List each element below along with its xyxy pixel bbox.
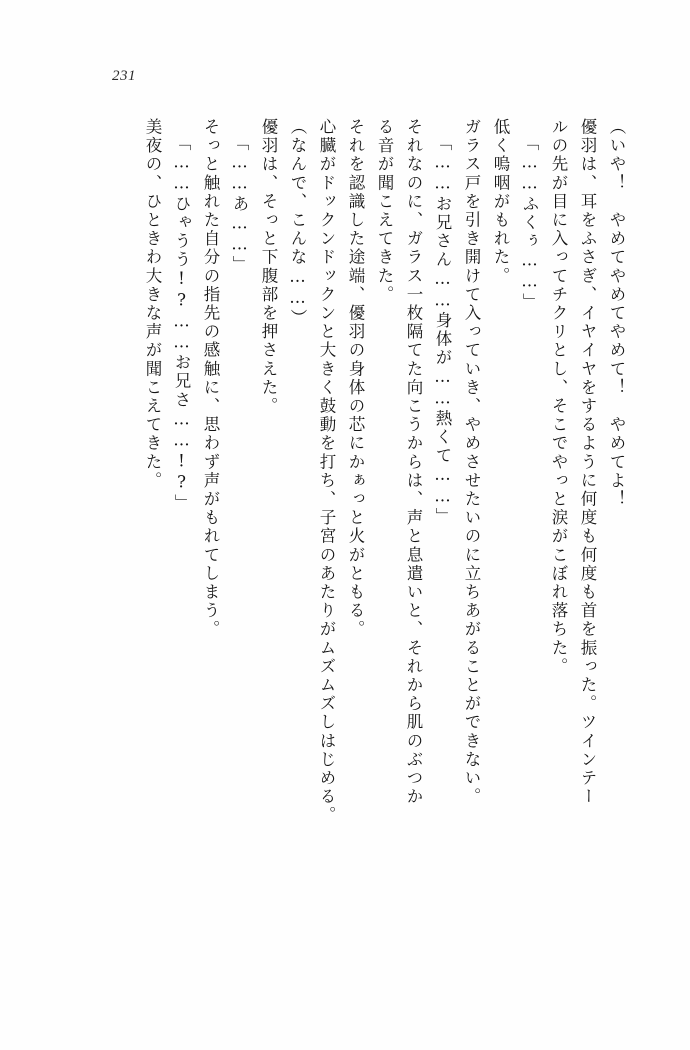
text-column: ガラス戸を引き開けて入っていき、やめさせたいのに立ちあがることができない。 xyxy=(462,118,481,807)
text-column: 「……あ……」 xyxy=(230,134,249,275)
text-column: 優羽は、そっと下腹部を押さえた。 xyxy=(259,118,278,416)
text-column: 低く嗚咽がもれた。 xyxy=(491,118,510,286)
text-column: 美夜の、ひときわ大きな声が聞こえてきた。 xyxy=(143,118,162,490)
text-column: 優羽は、耳をふさぎ、イヤイヤをするように何度も何度も首を振った。ツインテー xyxy=(578,118,597,807)
text-column: 「……ふくぅ……」 xyxy=(520,134,539,312)
vertical-text-block xyxy=(72,118,624,1010)
page-number: 231 xyxy=(112,68,136,84)
text-column: 「……お兄さん……身体が……熱くて……」 xyxy=(433,134,452,526)
text-column: そっと触れた自分の指先の感触に、思わず声がもれてしまう。 xyxy=(201,118,220,639)
text-column: それなのに、ガラス一枚隔てた向こうからは、声と息遣いと、それから肌のぶつか xyxy=(404,118,423,807)
text-column: ルの先が目に入ってチクリとし、そこでやっと涙がこぼれ落ちた。 xyxy=(549,118,568,676)
text-column: 心臓がドックンドックンと大きく鼓動を打ち、子宮のあたりがムズムズしはじめる。 xyxy=(317,118,336,825)
text-column: 「……ひゃうう!?……お兄さ……!?」 xyxy=(172,134,191,513)
text-column: それを認識した途端、優羽の身体の芯にかぁっと火がともる。 xyxy=(346,118,365,639)
text-column: （なんで、こんな……） xyxy=(288,118,307,328)
text-column: （いや！ やめてやめてやめて！ やめてよ！ xyxy=(607,118,626,509)
text-column: る音が聞こえてきた。 xyxy=(375,118,394,304)
